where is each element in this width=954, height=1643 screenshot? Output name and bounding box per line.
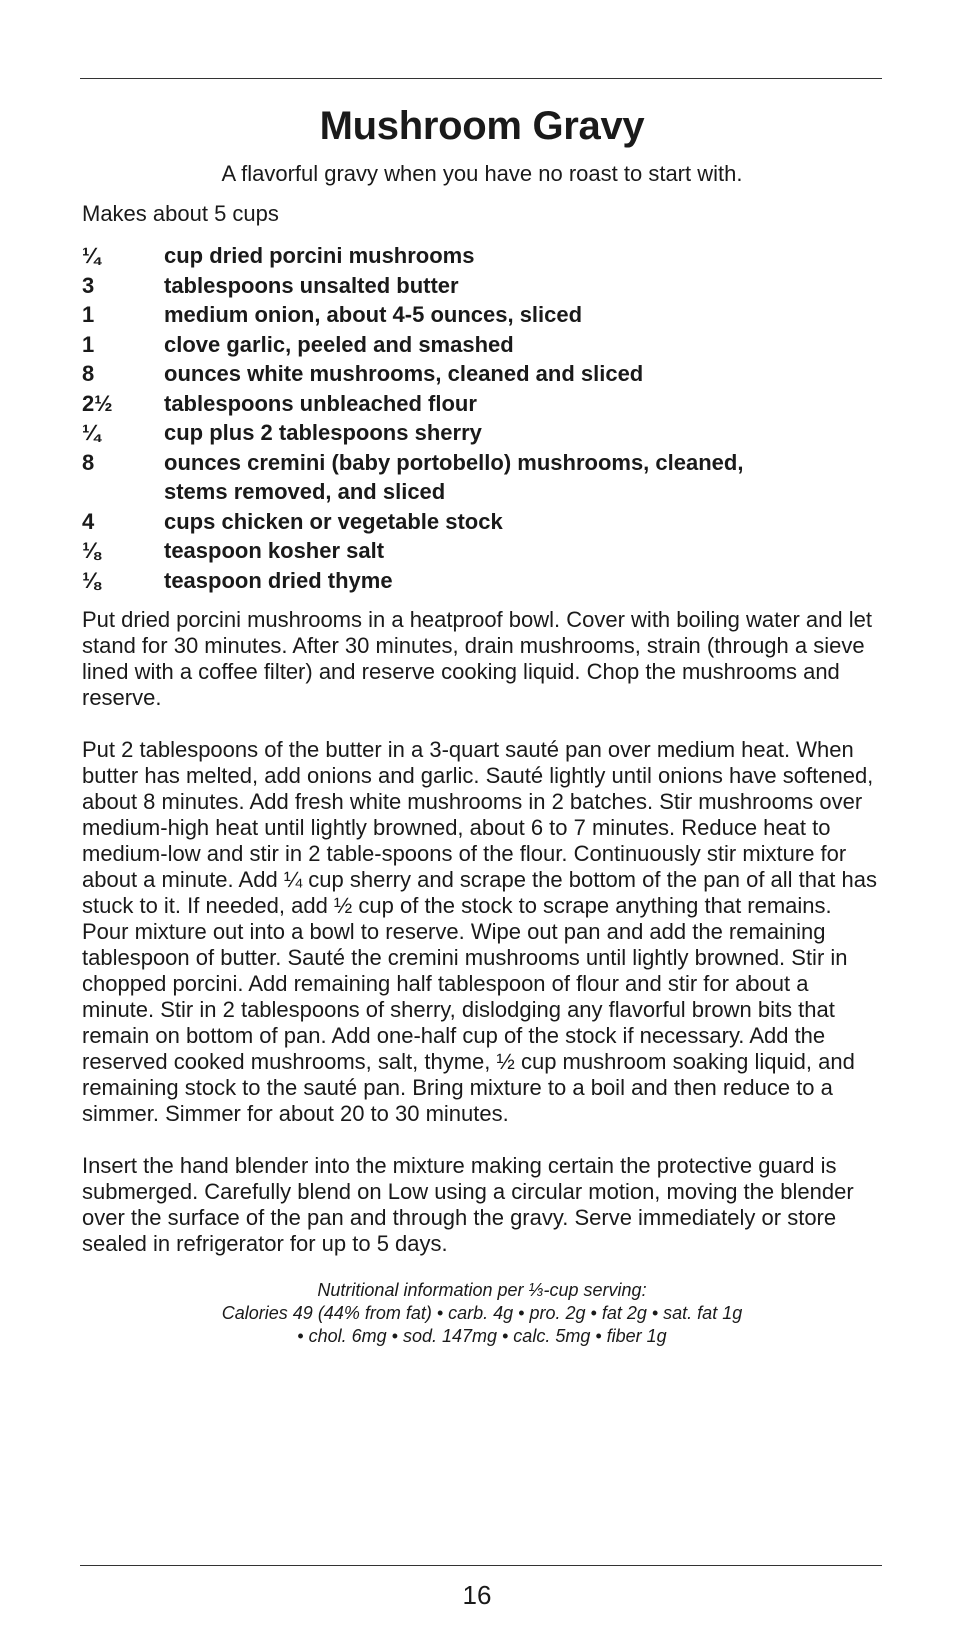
ingredient-item <box>82 418 882 448</box>
ingredient-list <box>82 241 882 595</box>
ingredient-desc: cup dried porcini mushrooms <box>164 243 475 268</box>
page-number: 16 <box>462 1580 492 1610</box>
ingredient-qty: ⅛ <box>82 538 101 563</box>
ingredient-item <box>82 359 882 389</box>
instruction-paragraph: Put dried porcini mushrooms in a heatproof bowl. Cover with boiling water and let stand for 30 minutes. After 30 minutes, drain mushrooms, strain (through a sieve lined with a coffee filter) and reserve cooking liquid. Chop the mushrooms and reserve. <box>82 607 872 710</box>
instruction-paragraph: Put 2 tablespoons of the butter in a 3-quart sauté pan over medium heat. When butter has melted, add onions and garlic. Sauté lightly until onions have softened, about 8 minutes. Add fresh white mushrooms in 2 batches. Stir mushrooms over medium-high heat until lightly browned, about 6 to 7 minutes. Reduce heat to medium-low and stir in 2 table-spoons of the flour. Continuously stir mixture for about a minute. Add ¼ cup sherry and scrape the bottom of the pan of all that has stuck to it. If needed, add ½ cup of the stock to scrape anything that remains. Pour mixture out into a bowl to reserve. Wipe out pan and add the remaining tablespoon of butter. Sauté the cremini mushrooms until lightly browned. Stir in chopped porcini. Add remaining half tablespoon of flour and stir for about a minute. Stir in 2 tablespoons of sherry, dislodging any flavorful brown bits that remain on bottom of pan. Add one-half cup of the stock if necessary. Add the reserved cooked mushrooms, salt, thyme, ½ cup mushroom soaking liquid, and remaining stock to the sauté pan. Bring mixture to a boil and then reduce to a simmer. Simmer for about 20 to 30 minutes. <box>82 737 877 1126</box>
ingredient-item <box>82 536 882 566</box>
ingredient-desc: clove garlic, peeled and smashed <box>164 331 514 357</box>
ingredient-desc: ounces white mushrooms, cleaned and sliced <box>164 361 644 386</box>
ingredient-qty: 4 <box>82 508 95 534</box>
nutrition-line: • chol. 6mg • sod. 147mg • calc. 5mg • fiber 1g <box>297 1326 667 1346</box>
ingredient-item <box>82 271 882 301</box>
ingredient-item <box>82 330 882 360</box>
ingredient-desc: ounces cremini (baby portobello) mushrooms, cleaned, stems removed, and sliced <box>164 449 744 504</box>
nutrition-info <box>82 1279 882 1348</box>
ingredient-desc: teaspoon dried thyme <box>164 567 393 593</box>
recipe-page <box>82 78 882 1348</box>
recipe-yield: Makes about 5 cups <box>82 201 279 226</box>
nutrition-line: Calories 49 (44% from fat) • carb. 4g • pro. 2g • fat 2g • sat. fat 1g <box>221 1303 743 1323</box>
ingredient-qty: 2½ <box>82 390 113 416</box>
ingredient-desc: cups chicken or vegetable stock <box>164 508 503 534</box>
ingredient-qty: ⅛ <box>82 567 101 593</box>
ingredient-qty: 8 <box>82 449 95 475</box>
ingredient-qty: 1 <box>82 331 95 357</box>
ingredient-item <box>82 300 882 330</box>
ingredient-qty: 8 <box>82 361 95 386</box>
nutrition-heading: Nutritional information per ⅓-cup serving: <box>317 1280 647 1300</box>
ingredient-desc: teaspoon kosher salt <box>164 538 385 563</box>
ingredient-item <box>82 241 882 271</box>
ingredient-item <box>82 448 882 507</box>
ingredient-qty: 3 <box>82 272 95 298</box>
ingredient-desc: medium onion, about 4-5 ounces, sliced <box>164 302 583 327</box>
bottom-rule <box>80 1565 882 1566</box>
ingredient-desc: tablespoons unsalted butter <box>164 272 459 298</box>
ingredient-qty: ¼ <box>82 420 101 445</box>
ingredient-desc: tablespoons unbleached flour <box>164 390 477 416</box>
recipe-subtitle: A flavorful gravy when you have no roast to start with. <box>221 161 743 186</box>
ingredient-item <box>82 389 882 419</box>
recipe-title: Mushroom Gravy <box>319 104 645 148</box>
ingredient-item <box>82 566 882 596</box>
ingredient-qty: ¼ <box>82 243 101 268</box>
ingredient-qty: 1 <box>82 302 95 327</box>
instruction-paragraph: Insert the hand blender into the mixture making certain the protective guard is submerged. Carefully blend on Low using a circular motion, moving the blender over the surface of the pan and through the gravy. Serve immediately or store sealed in refrigerator for up to 5 days. <box>82 1153 854 1256</box>
ingredient-desc: cup plus 2 tablespoons sherry <box>164 420 482 445</box>
ingredient-item <box>82 507 882 537</box>
